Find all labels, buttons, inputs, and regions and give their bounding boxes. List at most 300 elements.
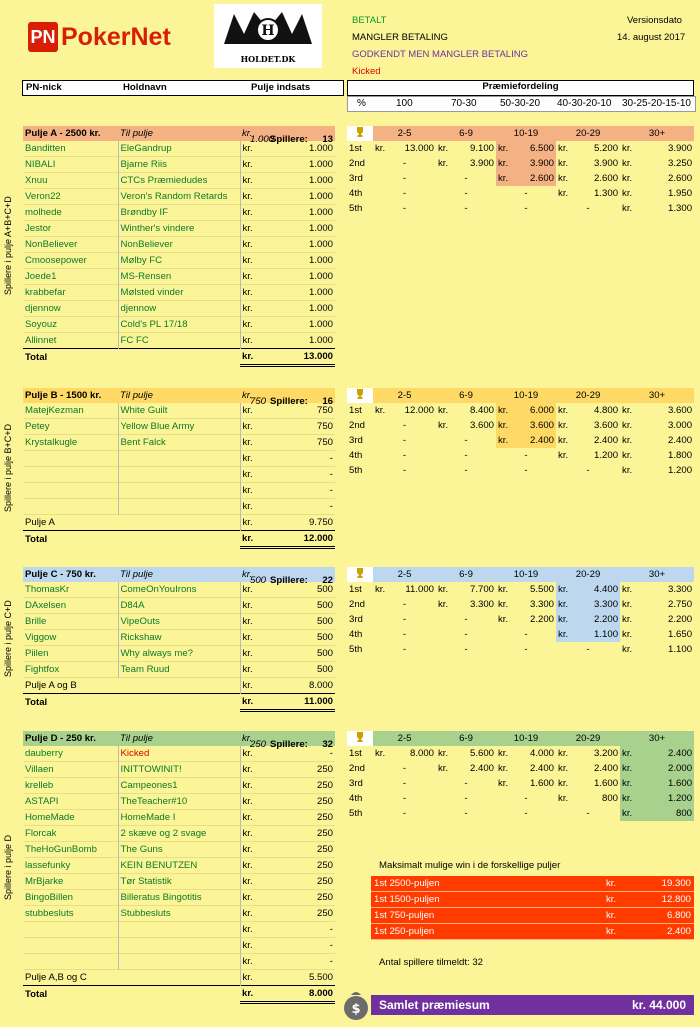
trophy-cell <box>347 567 373 582</box>
trophy-cell <box>347 126 373 141</box>
player-nick: Piilen <box>25 648 49 659</box>
prize-value: 3.900 <box>520 156 556 171</box>
currency-label: kr. <box>240 794 264 810</box>
prize-currency: kr. <box>622 614 633 625</box>
prize-currency: kr. <box>498 763 509 774</box>
prize-dash: - <box>402 793 407 804</box>
table-row <box>23 285 335 301</box>
bracket-header: 2-5 <box>397 569 412 580</box>
prize-currency: kr. <box>558 143 569 154</box>
prize-table-2 <box>347 567 694 657</box>
currency-label: kr. <box>240 467 264 483</box>
pool-table-2 <box>23 567 335 712</box>
prize-value: 3.300 <box>580 597 620 612</box>
stake-value: 250 <box>316 844 333 855</box>
prize-value: 3.300 <box>469 599 494 610</box>
team-name: Team Ruud <box>118 662 240 678</box>
team-name <box>118 938 240 954</box>
currency-label: kr. <box>240 874 264 890</box>
currency-label: kr. <box>240 778 264 794</box>
stake-value: 250 <box>316 908 333 919</box>
svg-text:H: H <box>261 23 275 39</box>
pool-til-value: 250 <box>250 738 267 750</box>
table-row <box>23 467 335 483</box>
prize-currency: kr. <box>558 435 569 446</box>
prize-value: 3.600 <box>668 405 693 416</box>
prize-dash: - <box>402 763 407 774</box>
prize-value: 1.600 <box>644 776 694 791</box>
pool-spillere-label: Spillere: <box>270 133 308 145</box>
bracket-header: 10-19 <box>513 390 539 401</box>
antal-label: Antal spillere tilmeldt: <box>379 957 470 968</box>
prize-value: 6.500 <box>520 141 556 156</box>
prize-header: Præmiefordeling <box>347 80 694 96</box>
player-nick: Xnuu <box>25 175 48 186</box>
max-currency: kr. <box>603 892 643 908</box>
currency-label: kr. <box>240 515 264 531</box>
place-label: 3rd <box>349 435 363 446</box>
prize-header-row <box>347 567 694 582</box>
team-name: Mølsted vinder <box>118 285 240 301</box>
stake-value: 250 <box>316 860 333 871</box>
player-nick: MatejKezman <box>25 405 84 416</box>
currency-label: kr. <box>240 403 264 419</box>
stake-value: - <box>329 453 333 464</box>
currency-label: kr. <box>240 451 264 467</box>
prize-row <box>347 776 694 791</box>
prize-row <box>347 627 694 642</box>
max-row <box>371 924 694 940</box>
total-label: Total <box>23 531 240 548</box>
trophy-icon <box>356 568 364 578</box>
place-label: 1st <box>349 405 362 416</box>
team-name: Campeones1 <box>118 778 240 794</box>
pool-header-row <box>23 567 335 582</box>
prize-currency: kr. <box>558 748 569 759</box>
stake-value: 500 <box>316 584 333 595</box>
prize-value: 800 <box>644 806 694 821</box>
prize-value: 8.000 <box>409 748 434 759</box>
team-name: D84A <box>118 598 240 614</box>
currency-label: kr. <box>240 141 264 157</box>
table-row <box>23 205 335 221</box>
pool-til-value: 750 <box>250 395 267 407</box>
place-label: 4th <box>349 793 363 804</box>
prize-currency: kr. <box>622 188 633 199</box>
currency-label: kr. <box>240 938 264 954</box>
max-title: Maksimalt mulige win i de forskellige puljer <box>379 860 561 871</box>
place-label: 1st <box>349 748 362 759</box>
prize-dash: - <box>524 644 528 655</box>
pool-til <box>118 126 240 141</box>
team-name: djennow <box>118 301 240 317</box>
team-name: Rickshaw <box>118 630 240 646</box>
prize-row <box>347 448 694 463</box>
currency-label: kr. <box>240 221 264 237</box>
currency-label: kr. <box>240 614 264 630</box>
prize-currency: kr. <box>620 761 644 776</box>
prize-dash: - <box>524 450 528 461</box>
team-name: ComeOnYouIrons <box>118 582 240 598</box>
stake-value: 750 <box>316 421 333 432</box>
currency-label: kr. <box>240 269 264 285</box>
prize-row <box>347 806 694 821</box>
prize-row <box>347 418 694 433</box>
carry-row <box>23 678 335 694</box>
total-label: Total <box>23 986 240 1003</box>
pool-kr: kr. <box>242 390 253 401</box>
currency-label: kr. <box>240 157 264 173</box>
stake-value: 1.000 <box>308 271 333 282</box>
table-row <box>23 630 335 646</box>
currency-label: kr. <box>240 662 264 678</box>
pool-spillere <box>250 388 335 407</box>
holdet-logo <box>214 4 322 68</box>
table-row <box>23 189 335 205</box>
table-row <box>23 938 335 954</box>
prize-row <box>347 171 694 186</box>
player-nick: MrBjarke <box>25 876 64 887</box>
prize-currency: kr. <box>438 405 449 416</box>
pool-til <box>118 731 240 746</box>
stake-value: - <box>329 748 333 759</box>
total-value: 8.000 <box>264 986 335 1003</box>
table-row <box>23 499 335 515</box>
table-row <box>23 778 335 794</box>
prize-dash: - <box>464 450 468 461</box>
stake-value: 750 <box>316 405 333 416</box>
prize-dash: - <box>402 614 407 625</box>
prize-currency: kr. <box>620 806 644 821</box>
team-name: MS-Rensen <box>118 269 240 285</box>
total-value: 11.000 <box>264 694 335 711</box>
player-nick: TheHoGunBomb <box>25 844 97 855</box>
total-label: Total <box>23 694 240 711</box>
total-row <box>23 349 335 366</box>
pool-spillere-label: Spillere: <box>270 395 308 407</box>
prize-currency: kr. <box>558 158 569 169</box>
prize-value: 1.800 <box>668 450 693 461</box>
table-row <box>23 842 335 858</box>
table-row <box>23 157 335 173</box>
prize-value: 4.400 <box>580 582 620 597</box>
table-row <box>23 646 335 662</box>
prize-dash: - <box>464 465 468 476</box>
table-row <box>23 317 335 333</box>
team-name: Kicked <box>118 746 240 762</box>
prize-value: 1.300 <box>668 203 693 214</box>
pool-header-row <box>23 126 335 141</box>
prize-row <box>347 642 694 657</box>
prize-value: 2.400 <box>469 763 494 774</box>
player-nick: dauberry <box>25 748 63 759</box>
header-nick: PN-nick <box>26 82 62 93</box>
pool-kr: kr. <box>242 733 253 744</box>
stake-value: 500 <box>316 664 333 675</box>
bracket-header: 20-29 <box>575 128 601 139</box>
team-name: Winther's vindere <box>118 221 240 237</box>
currency-label: kr. <box>240 970 264 986</box>
prize-currency: kr. <box>498 599 509 610</box>
table-row <box>23 301 335 317</box>
currency-label: kr. <box>240 205 264 221</box>
place-label: 1st <box>349 584 362 595</box>
prize-header-row <box>347 388 694 403</box>
team-name <box>118 451 240 467</box>
team-name: Cold's PL 17/18 <box>118 317 240 333</box>
prize-dash: - <box>402 644 407 655</box>
prize-dash: - <box>586 644 590 655</box>
currency-label: kr. <box>240 333 264 349</box>
pokernet-wordmark: PokerNet <box>61 22 171 51</box>
pool-header-row <box>23 731 335 746</box>
currency-label: kr. <box>240 678 264 694</box>
prize-value: 4.000 <box>530 748 555 759</box>
version-date: 14. august 2017 <box>617 32 686 43</box>
carry-value: 9.750 <box>308 517 333 528</box>
stake-value: 250 <box>316 780 333 791</box>
currency-label: kr. <box>240 317 264 333</box>
currency-label: kr. <box>240 253 264 269</box>
player-nick: ASTAPI <box>25 796 59 807</box>
pool-table-0 <box>23 126 335 367</box>
max-value: 12.800 <box>643 892 694 908</box>
place-label: 5th <box>349 808 363 819</box>
currency-label: kr. <box>240 173 264 189</box>
prize-dash: - <box>402 450 407 461</box>
place-label: 5th <box>349 203 363 214</box>
dist-50-30-20: 50-30-20 <box>500 98 541 109</box>
prize-currency: kr. <box>622 435 633 446</box>
team-name <box>118 483 240 499</box>
team-name: Billeratus Bingotitis <box>118 890 240 906</box>
trophy-cell <box>347 388 373 403</box>
player-nick: Veron22 <box>25 191 61 202</box>
prize-currency: kr. <box>558 763 569 774</box>
currency-label: kr. <box>240 582 264 598</box>
prize-dash: - <box>464 644 468 655</box>
prize-currency: kr. <box>620 746 644 761</box>
prize-currency: kr. <box>498 584 509 595</box>
pool-til-value: 500 <box>250 574 267 586</box>
prize-currency: kr. <box>438 143 449 154</box>
prize-row <box>347 791 694 806</box>
prize-value: 5.500 <box>530 584 555 595</box>
stake-value: - <box>329 924 333 935</box>
max-value: 19.300 <box>643 876 694 892</box>
player-nick: Viggow <box>25 632 57 643</box>
currency-label: kr. <box>240 826 264 842</box>
dist-70-30: 70-30 <box>451 98 477 109</box>
stake-value: 500 <box>316 600 333 611</box>
prize-currency: kr. <box>622 629 633 640</box>
prize-value: 3.600 <box>469 420 494 431</box>
table-row <box>23 173 335 189</box>
pool-til-label: Til pulje <box>120 390 153 401</box>
prize-dash: - <box>402 808 407 819</box>
player-nick: BingoBillen <box>25 892 74 903</box>
prize-currency: kr. <box>556 597 580 612</box>
prize-currency: kr. <box>375 143 386 154</box>
prize-currency: kr. <box>622 465 633 476</box>
player-nick <box>23 499 118 515</box>
prize-dash: - <box>402 420 407 431</box>
prize-dash: - <box>464 435 468 446</box>
max-currency: kr. <box>603 876 643 892</box>
team-name: Mølby FC <box>118 253 240 269</box>
prize-value: 3.900 <box>469 158 494 169</box>
prize-value: 7.700 <box>469 584 494 595</box>
samlet-value: kr. 44.000 <box>631 998 686 1012</box>
prize-row <box>347 612 694 627</box>
prize-value: 3.900 <box>594 158 619 169</box>
player-nick: krelleb <box>25 780 54 791</box>
bracket-header: 30+ <box>648 733 666 744</box>
legend-kicked: Kicked <box>352 66 381 77</box>
currency-label: kr. <box>240 922 264 938</box>
prize-value: 1.100 <box>580 627 620 642</box>
stake-value: - <box>329 469 333 480</box>
svg-text:$: $ <box>351 1002 361 1017</box>
prize-currency: kr. <box>558 188 569 199</box>
player-nick: DAxelsen <box>25 600 67 611</box>
prize-currency: kr. <box>556 612 580 627</box>
prize-dash: - <box>586 465 590 476</box>
prize-value: 1.200 <box>594 450 619 461</box>
stake-value: 250 <box>316 828 333 839</box>
stake-value: 500 <box>316 648 333 659</box>
pool-spillere <box>250 126 335 145</box>
place-label: 2nd <box>349 599 366 610</box>
prize-value: 3.300 <box>530 599 555 610</box>
team-name: EleGandrup <box>118 141 240 157</box>
table-row <box>23 858 335 874</box>
dist-100: 100 <box>396 98 413 109</box>
pool-count: 22 <box>322 574 333 586</box>
team-name: Bjarne Riis <box>118 157 240 173</box>
prize-header-row <box>347 731 694 746</box>
prize-value: 3.000 <box>668 420 693 431</box>
currency-label: kr. <box>240 954 264 970</box>
max-row <box>371 876 694 892</box>
player-nick <box>23 938 118 954</box>
stake-value: 1.000 <box>308 287 333 298</box>
max-row <box>371 892 694 908</box>
currency-label: kr. <box>240 189 264 205</box>
currency-label: kr. <box>240 237 264 253</box>
pool-side-label: Spillere i pulje A+B+C+D <box>3 196 13 296</box>
table-row <box>23 598 335 614</box>
team-name: CTCs Præmiedudes <box>118 173 240 189</box>
team-name: The Guns <box>118 842 240 858</box>
currency-label: kr. <box>240 906 264 922</box>
prize-dash: - <box>402 435 407 446</box>
currency-label: kr. <box>240 531 264 548</box>
prize-value: 1.650 <box>668 629 693 640</box>
prize-value: 2.400 <box>530 763 555 774</box>
prize-dash: - <box>586 808 590 819</box>
place-label: 1st <box>349 143 362 154</box>
table-row <box>23 451 335 467</box>
team-name: Stubbesluts <box>118 906 240 922</box>
place-label: 4th <box>349 188 363 199</box>
prize-currency: kr. <box>438 420 449 431</box>
carry-value: 5.500 <box>308 972 333 983</box>
dist-30-25-20-15-10: 30-25-20-15-10 <box>622 98 691 109</box>
max-label: 1st 2500-puljen <box>371 876 603 892</box>
prize-value: 2.200 <box>530 614 555 625</box>
player-nick <box>23 451 118 467</box>
prize-currency: kr. <box>558 420 569 431</box>
prize-value: 11.000 <box>405 584 434 595</box>
bracket-header: 30+ <box>648 569 666 580</box>
pool-spillere <box>250 731 335 750</box>
prize-dash: - <box>464 629 468 640</box>
bracket-header: 6-9 <box>459 128 473 139</box>
pool-til-value: 1.000 <box>250 133 275 145</box>
pool-til <box>118 567 240 582</box>
stake-value: 1.000 <box>308 255 333 266</box>
carry-label: Pulje A og B <box>25 680 77 691</box>
stake-value: 1.000 <box>308 335 333 346</box>
prize-dash: - <box>464 203 468 214</box>
prize-table-3 <box>347 731 694 821</box>
prize-currency: kr. <box>556 582 580 597</box>
currency-label: kr. <box>240 810 264 826</box>
stake-value: 1.000 <box>308 239 333 250</box>
currency-label: kr. <box>240 419 264 435</box>
stake-value: 250 <box>316 764 333 775</box>
player-nick: Petey <box>25 421 50 432</box>
bracket-header: 2-5 <box>397 390 412 401</box>
stake-value: 500 <box>316 632 333 643</box>
prize-dash: - <box>464 793 468 804</box>
prize-currency: kr. <box>622 599 633 610</box>
currency-label: kr. <box>240 646 264 662</box>
pool-count: 32 <box>322 738 333 750</box>
team-name: Tør Statistik <box>118 874 240 890</box>
total-value: 12.000 <box>264 531 335 548</box>
table-row <box>23 874 335 890</box>
currency-label: kr. <box>240 842 264 858</box>
table-row <box>23 826 335 842</box>
table-row <box>23 762 335 778</box>
bracket-header: 20-29 <box>575 569 601 580</box>
player-nick: Allinnet <box>25 335 57 346</box>
stake-value: - <box>329 485 333 496</box>
prize-value: 6.000 <box>520 403 556 418</box>
prize-value: 2.400 <box>668 435 693 446</box>
total-row <box>23 531 335 548</box>
trophy-icon <box>356 127 364 137</box>
team-name <box>118 499 240 515</box>
prize-value: 3.250 <box>668 158 693 169</box>
prize-currency: kr. <box>622 143 633 154</box>
prize-value: 8.400 <box>469 405 494 416</box>
prize-value: 1.600 <box>594 778 619 789</box>
prize-value: 1.100 <box>668 644 693 655</box>
prize-currency: kr. <box>375 584 386 595</box>
stake-value: 250 <box>316 892 333 903</box>
team-name: VipeOuts <box>118 614 240 630</box>
pool-title: Pulje B - 1500 kr. <box>25 390 102 401</box>
prize-currency: kr. <box>498 748 509 759</box>
currency-label: kr. <box>240 694 264 711</box>
team-name: INITTOWINIT! <box>118 762 240 778</box>
place-label: 2nd <box>349 158 366 169</box>
pool-til-label: Til pulje <box>120 128 153 139</box>
max-currency: kr. <box>603 924 643 940</box>
